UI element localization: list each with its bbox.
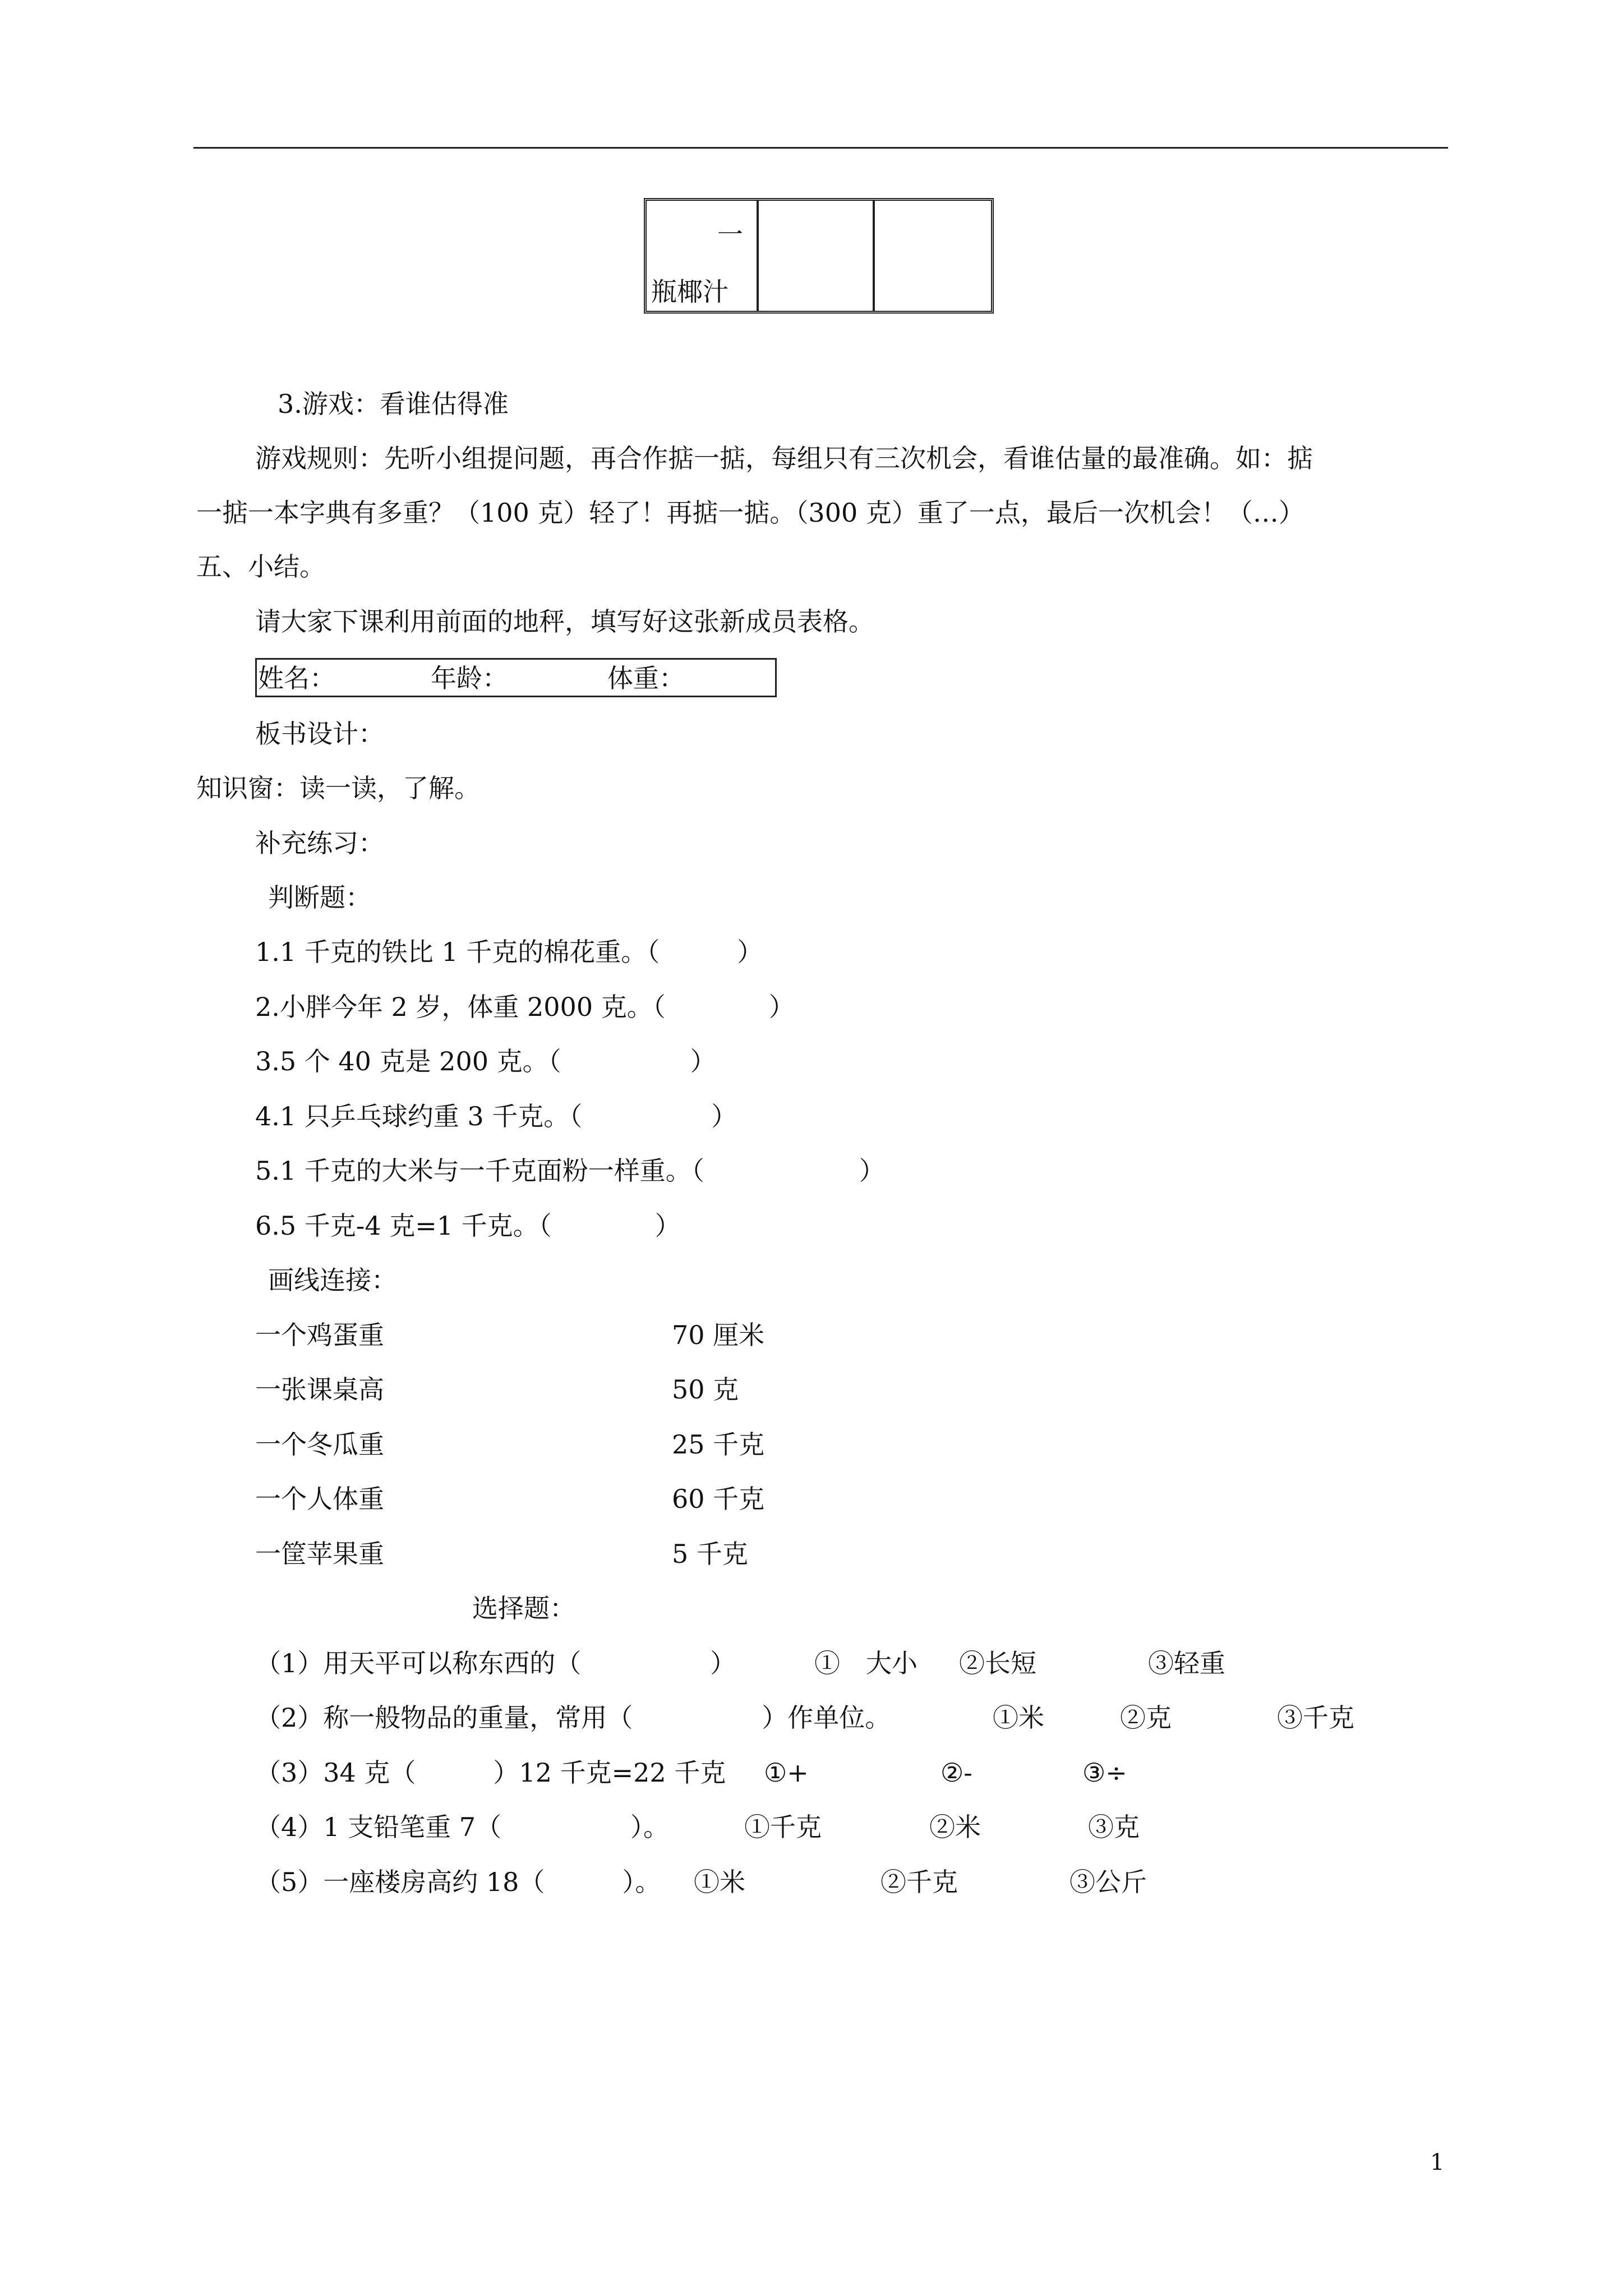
table-row-label-line1: 一 <box>717 219 743 250</box>
game-rules-line2: 一掂一本字典有多重？（100 克）轻了！再掂一掂。（300 克）重了一点，最后一次机会！（…） <box>196 498 1304 528</box>
exercise-heading: 补充练习： <box>255 828 384 858</box>
member-info-table <box>255 658 777 697</box>
header-rule <box>193 147 1448 149</box>
matching-heading: 画线连接： <box>268 1265 397 1295</box>
choice-option-b: ②米 <box>929 1812 981 1842</box>
judgment-item: 1.1 千克的铁比 1 千克的棉花重。（ ） <box>255 937 763 967</box>
table-divider <box>873 201 875 311</box>
choice-option-b: ②千克 <box>880 1867 958 1897</box>
choice-question: （5）一座楼房高约 18（ ）。 <box>255 1867 661 1897</box>
top-table <box>644 198 994 314</box>
table-divider <box>757 201 759 311</box>
choice-option-c: ③公斤 <box>1069 1867 1147 1897</box>
weight-label: 体重： <box>607 663 685 693</box>
choice-question: （4）1 支铅笔重 7（ ）。 <box>255 1812 670 1842</box>
choice-option-a: ①千克 <box>744 1812 822 1842</box>
choice-heading: 选择题： <box>472 1593 575 1623</box>
choice-option-c: ③÷ <box>1082 1757 1127 1788</box>
name-label: 姓名： <box>258 663 335 693</box>
judgment-item: 5.1 千克的大米与一千克面粉一样重。（ ） <box>255 1156 885 1186</box>
choice-option-a: ①米 <box>694 1867 745 1897</box>
judgment-item: 3.5 个 40 克是 200 克。（ ） <box>255 1046 716 1076</box>
knowledge-window-text: 知识窗：读一读，了解。 <box>196 773 480 803</box>
choice-option-a: ①+ <box>764 1757 809 1788</box>
choice-option-b: ②- <box>940 1757 972 1788</box>
game-rules-line1: 游戏规则：先听小组提问题，再合作掂一掂，每组只有三次机会，看谁估量的最准确。如：掂 <box>255 443 1313 473</box>
matching-left-item: 一筐苹果重 <box>255 1539 384 1569</box>
choice-option-a: ① 大小 <box>814 1648 917 1678</box>
matching-left-item: 一个冬瓜重 <box>255 1429 384 1460</box>
board-design-label: 板书设计： <box>255 719 384 749</box>
matching-left-item: 一个鸡蛋重 <box>255 1320 384 1350</box>
matching-right-item: 25 千克 <box>672 1429 765 1460</box>
matching-right-item: 60 千克 <box>672 1484 765 1514</box>
summary-heading: 五、小结。 <box>196 551 325 582</box>
matching-right-item: 5 千克 <box>672 1539 748 1569</box>
matching-right-item: 50 克 <box>672 1374 739 1405</box>
judgment-item: 2.小胖今年 2 岁，体重 2000 克。（ ） <box>255 992 795 1022</box>
choice-option-c: ③千克 <box>1277 1703 1354 1733</box>
choice-question: （1）用天平可以称东西的（ ） <box>255 1648 736 1678</box>
choice-option-c: ③轻重 <box>1148 1648 1225 1678</box>
choice-option-c: ③克 <box>1088 1812 1140 1842</box>
game-heading: 3.游戏：看谁估得准 <box>278 389 509 419</box>
judgment-item: 4.1 只乒乓球约重 3 千克。（ ） <box>255 1101 737 1131</box>
choice-option-b: ②长短 <box>959 1648 1036 1678</box>
choice-option-a: ①米 <box>993 1703 1044 1733</box>
table-row-label-line2: 瓶椰汁 <box>651 277 728 307</box>
age-label: 年龄： <box>431 663 508 693</box>
judgment-heading: 判断题： <box>268 882 371 913</box>
summary-text: 请大家下课利用前面的地秤，填写好这张新成员表格。 <box>255 606 874 637</box>
choice-option-b: ②克 <box>1120 1703 1172 1733</box>
choice-question: （3）34 克（ ）12 千克=22 千克 <box>255 1757 726 1788</box>
matching-left-item: 一个人体重 <box>255 1484 384 1514</box>
judgment-item: 6.5 千克-4 克=1 千克。（ ） <box>255 1211 681 1241</box>
matching-left-item: 一张课桌高 <box>255 1374 384 1405</box>
choice-question: （2）称一般物品的重量，常用（ ）作单位。 <box>255 1703 891 1733</box>
page-number: 1 <box>1430 2150 1445 2175</box>
matching-right-item: 70 厘米 <box>672 1320 765 1350</box>
